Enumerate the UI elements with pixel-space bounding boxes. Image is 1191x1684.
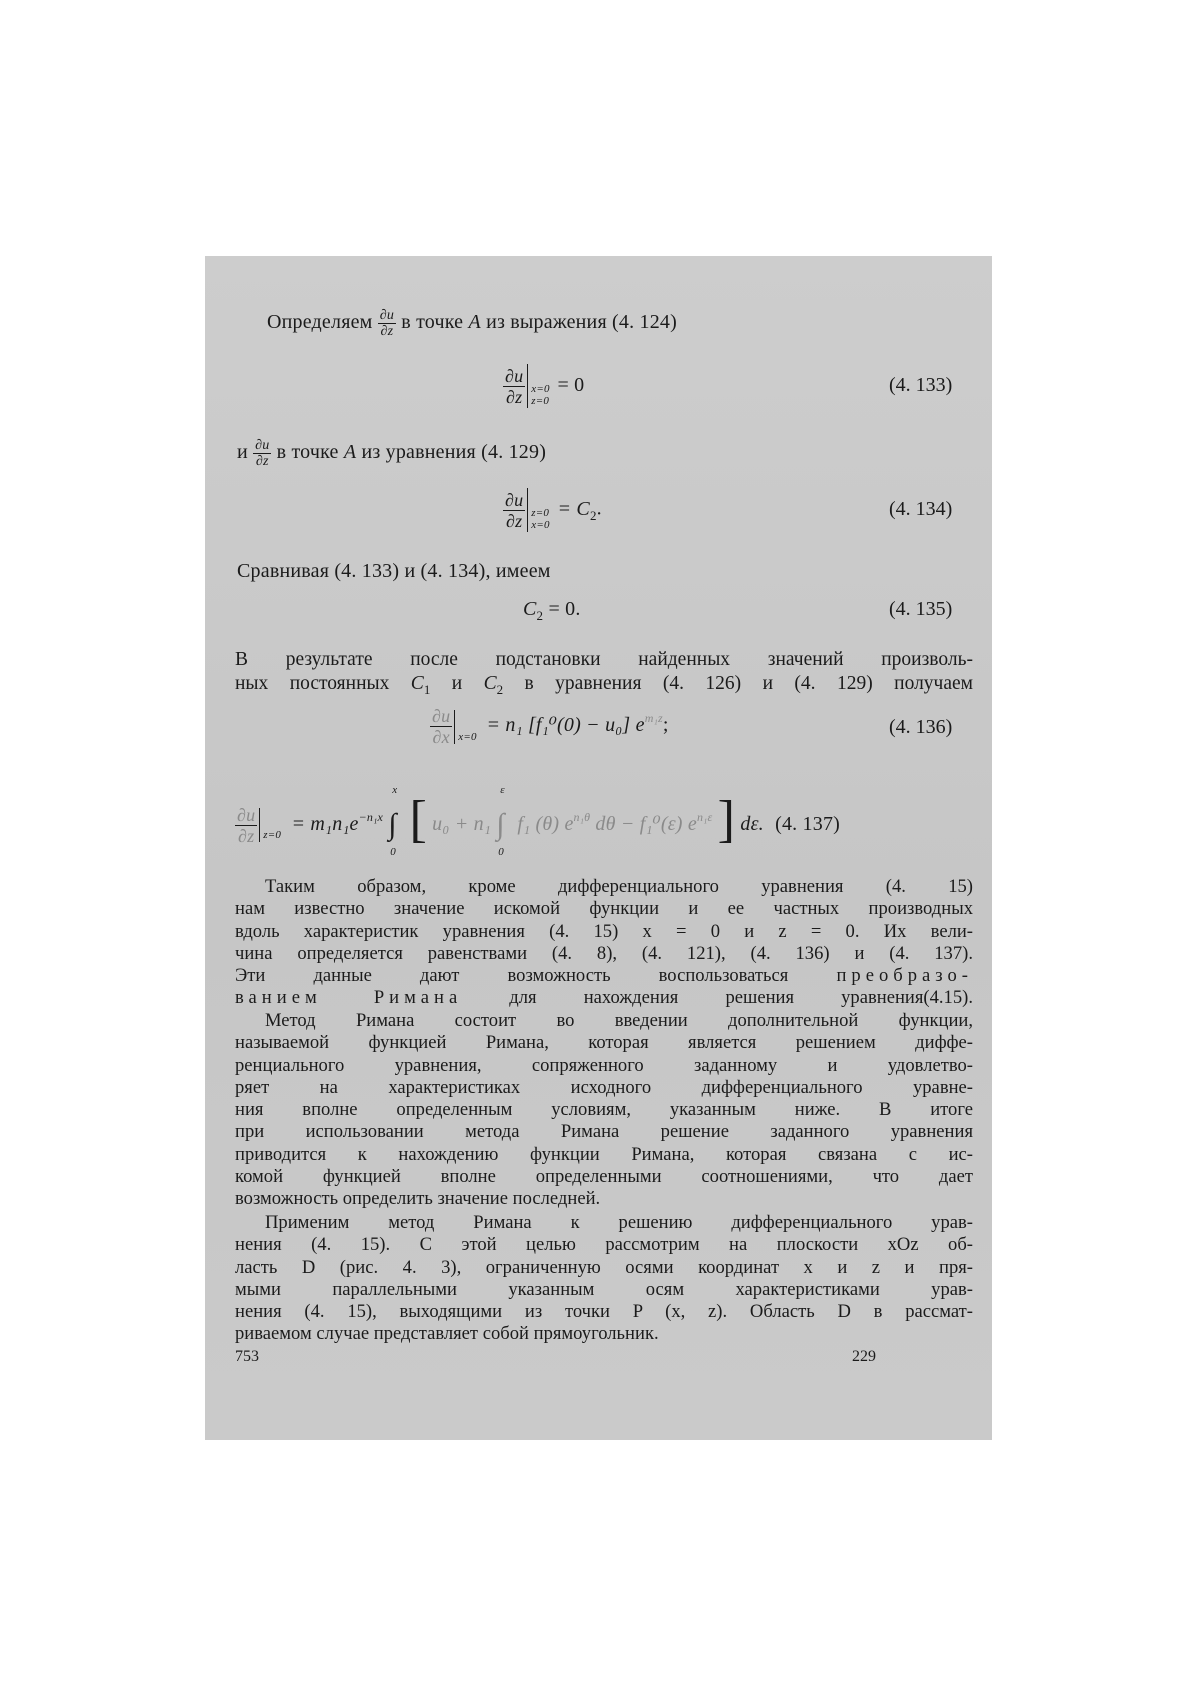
inner-integral bbox=[496, 784, 512, 858]
condition: z=0 bbox=[263, 829, 282, 842]
rhs: = n₁ [f₁⁰(0) − u₀] e bbox=[486, 714, 645, 737]
right-bracket: ] bbox=[717, 791, 736, 848]
intro-line-2 bbox=[237, 438, 546, 469]
text-line: Метод Римана состоит во введении дополнительной функции, bbox=[265, 1010, 973, 1031]
paragraph-3 bbox=[235, 1010, 973, 1211]
integral-sign: ∫ bbox=[496, 808, 505, 841]
exponent: n₁θ bbox=[573, 810, 591, 824]
numerator: ∂u bbox=[505, 365, 524, 386]
text: ных постоянных bbox=[235, 673, 411, 694]
text-line: риваемом случае представляет собой прямоугольник. bbox=[235, 1323, 659, 1345]
equation-4-137 bbox=[235, 784, 975, 858]
rhs: = 0 bbox=[557, 373, 585, 396]
text-line: В результате после подстановки найденных значений произволь- bbox=[235, 649, 973, 670]
numerator: ∂u bbox=[255, 438, 270, 453]
fraction bbox=[503, 490, 525, 531]
paragraph-4 bbox=[235, 1212, 973, 1346]
text-line: ренциального уравнения, сопряженного заданному и удовлетво- bbox=[235, 1054, 973, 1076]
exponent: m₁z bbox=[644, 711, 663, 726]
text-line: Применим метод Римана к решению дифференциального урав- bbox=[265, 1212, 973, 1233]
subscript: 2 bbox=[589, 507, 597, 523]
denominator: ∂x bbox=[432, 727, 450, 747]
text: для нахождения решения уравнения(4.15). bbox=[462, 987, 973, 1009]
text-line bbox=[235, 965, 973, 987]
exponent: −n₁x bbox=[358, 810, 384, 824]
denominator: ∂z bbox=[380, 324, 394, 339]
equation-number: (4. 137) bbox=[775, 813, 840, 835]
text: в точке bbox=[401, 311, 464, 334]
equation-number: (4. 135) bbox=[889, 598, 953, 620]
denominator: ∂z bbox=[255, 454, 269, 469]
text-line: нам известно значение искомой функции и ее частных производных bbox=[235, 898, 973, 920]
equation-4-136 bbox=[430, 706, 669, 747]
fraction bbox=[503, 366, 525, 407]
left-bracket: [ bbox=[409, 791, 427, 848]
rhs: = C bbox=[557, 497, 590, 520]
equation-number: (4. 134) bbox=[889, 498, 953, 520]
equation-4-133 bbox=[503, 364, 584, 408]
text-line: ряет на характеристиках исходного дифференциального уравне- bbox=[235, 1076, 973, 1098]
text: Эти данные дают возможность воспользоваться bbox=[235, 965, 837, 987]
text-line bbox=[235, 987, 973, 1009]
equation-4-134 bbox=[503, 488, 602, 532]
text-line: ласть D (рис. 4. 3), ограниченную осями координат x и z и пря- bbox=[235, 1256, 973, 1278]
subscript: 2 bbox=[496, 682, 504, 697]
outer-integral bbox=[388, 784, 404, 858]
text-line: нения (4. 15). С этой целью рассмотрим на плоскости xOz об- bbox=[235, 1234, 973, 1256]
compare-line: Сравнивая (4. 133) и (4. 134), имеем bbox=[237, 560, 551, 582]
text-line: нения (4. 15), выходящими из точки P (x, z). Область D в рассмат- bbox=[235, 1301, 973, 1323]
text-line: ния вполне определенным условиям, указанным ниже. В итоге bbox=[235, 1099, 973, 1121]
intro-line-1 bbox=[267, 308, 677, 339]
fraction bbox=[378, 308, 396, 339]
text: из выражения (4. 124) bbox=[486, 311, 677, 334]
condition: x=0 bbox=[531, 383, 550, 395]
text: Определяем bbox=[267, 311, 373, 334]
text: в точке bbox=[276, 441, 339, 464]
paragraph-2 bbox=[235, 876, 973, 1010]
equation-4-135 bbox=[523, 598, 581, 621]
numerator: ∂u bbox=[237, 804, 256, 825]
differential: dε. bbox=[740, 813, 764, 835]
lhs: = m₁n₁e bbox=[291, 813, 359, 835]
lower-limit: 0 bbox=[498, 846, 504, 858]
text-line: мыми параллельными указанным осям характеристиками урав- bbox=[235, 1278, 973, 1300]
punct: . bbox=[596, 497, 602, 520]
denominator: ∂z bbox=[237, 825, 255, 846]
upper-limit: ε bbox=[500, 784, 505, 796]
condition: z=0 bbox=[531, 507, 550, 519]
text-line: комой функцией вполне определенными соотношениями, что дает bbox=[235, 1166, 973, 1188]
text-line: возможность определить значение последней. bbox=[235, 1188, 601, 1210]
punct: ; bbox=[662, 714, 669, 737]
text-line: приводится к нахождению функции Римана, которая связана с ис- bbox=[235, 1143, 973, 1165]
upper-limit: x bbox=[392, 784, 398, 796]
emphasized-text: ванием Римана bbox=[235, 987, 463, 1009]
fraction bbox=[235, 805, 257, 846]
text: из уравнения (4. 129) bbox=[361, 441, 547, 464]
evaluation-bar bbox=[454, 710, 477, 744]
text: и bbox=[430, 673, 484, 694]
integrand: dθ − f₁⁰(ε) e bbox=[590, 813, 697, 835]
evaluation-bar bbox=[259, 808, 282, 842]
denominator: ∂z bbox=[505, 510, 523, 531]
denominator: ∂z bbox=[505, 386, 523, 407]
fraction bbox=[253, 438, 271, 469]
integral-sign: ∫ bbox=[388, 808, 397, 841]
text-line bbox=[235, 672, 973, 697]
integrand: u₀ + n₁ bbox=[432, 813, 491, 835]
fraction bbox=[430, 706, 452, 747]
equation-number: (4. 133) bbox=[889, 374, 953, 396]
footer-code: 753 bbox=[235, 1348, 259, 1365]
text-line: при использовании метода Римана решение заданного уравнения bbox=[235, 1121, 973, 1143]
scanned-page bbox=[205, 256, 992, 1440]
condition: z=0 bbox=[531, 395, 550, 407]
evaluation-bar bbox=[527, 488, 550, 532]
emphasized-text: преобразо- bbox=[836, 965, 973, 987]
condition: x=0 bbox=[458, 730, 477, 743]
numerator: ∂u bbox=[505, 489, 524, 510]
numerator: ∂u bbox=[432, 706, 451, 726]
text: в уравнения (4. 126) и (4. 129) получаем bbox=[503, 673, 974, 694]
text-line: вдоль характеристик уравнения (4. 15) x = 0 и z = 0. Их вели- bbox=[235, 920, 973, 942]
evaluation-bar bbox=[527, 364, 550, 408]
text: и bbox=[237, 441, 248, 464]
constant: C bbox=[483, 673, 497, 694]
rhs: = 0. bbox=[543, 598, 581, 620]
exponent: n₁ε bbox=[696, 810, 713, 824]
lhs: C bbox=[523, 598, 537, 620]
text-line: называемой функцией Римана, которая является решением диффе- bbox=[235, 1032, 973, 1054]
condition: x=0 bbox=[531, 519, 550, 531]
point-label: A bbox=[343, 441, 357, 464]
lower-limit: 0 bbox=[390, 846, 396, 858]
numerator: ∂u bbox=[379, 308, 395, 323]
text-line: Таким образом, кроме дифференциального уравнения (4. 15) bbox=[265, 876, 973, 897]
equation-number: (4. 136) bbox=[889, 716, 953, 738]
text-line: чина определяется равенствами (4. 8), (4. 121), (4. 136) и (4. 137). bbox=[235, 942, 973, 964]
subscript: 2 bbox=[536, 608, 544, 623]
point-label: A bbox=[468, 311, 481, 334]
page-number: 229 bbox=[852, 1348, 876, 1365]
paragraph-1 bbox=[235, 648, 973, 697]
subscript: 1 bbox=[423, 682, 431, 697]
constant: C bbox=[410, 673, 424, 694]
integrand: f₁ (θ) e bbox=[517, 813, 574, 835]
